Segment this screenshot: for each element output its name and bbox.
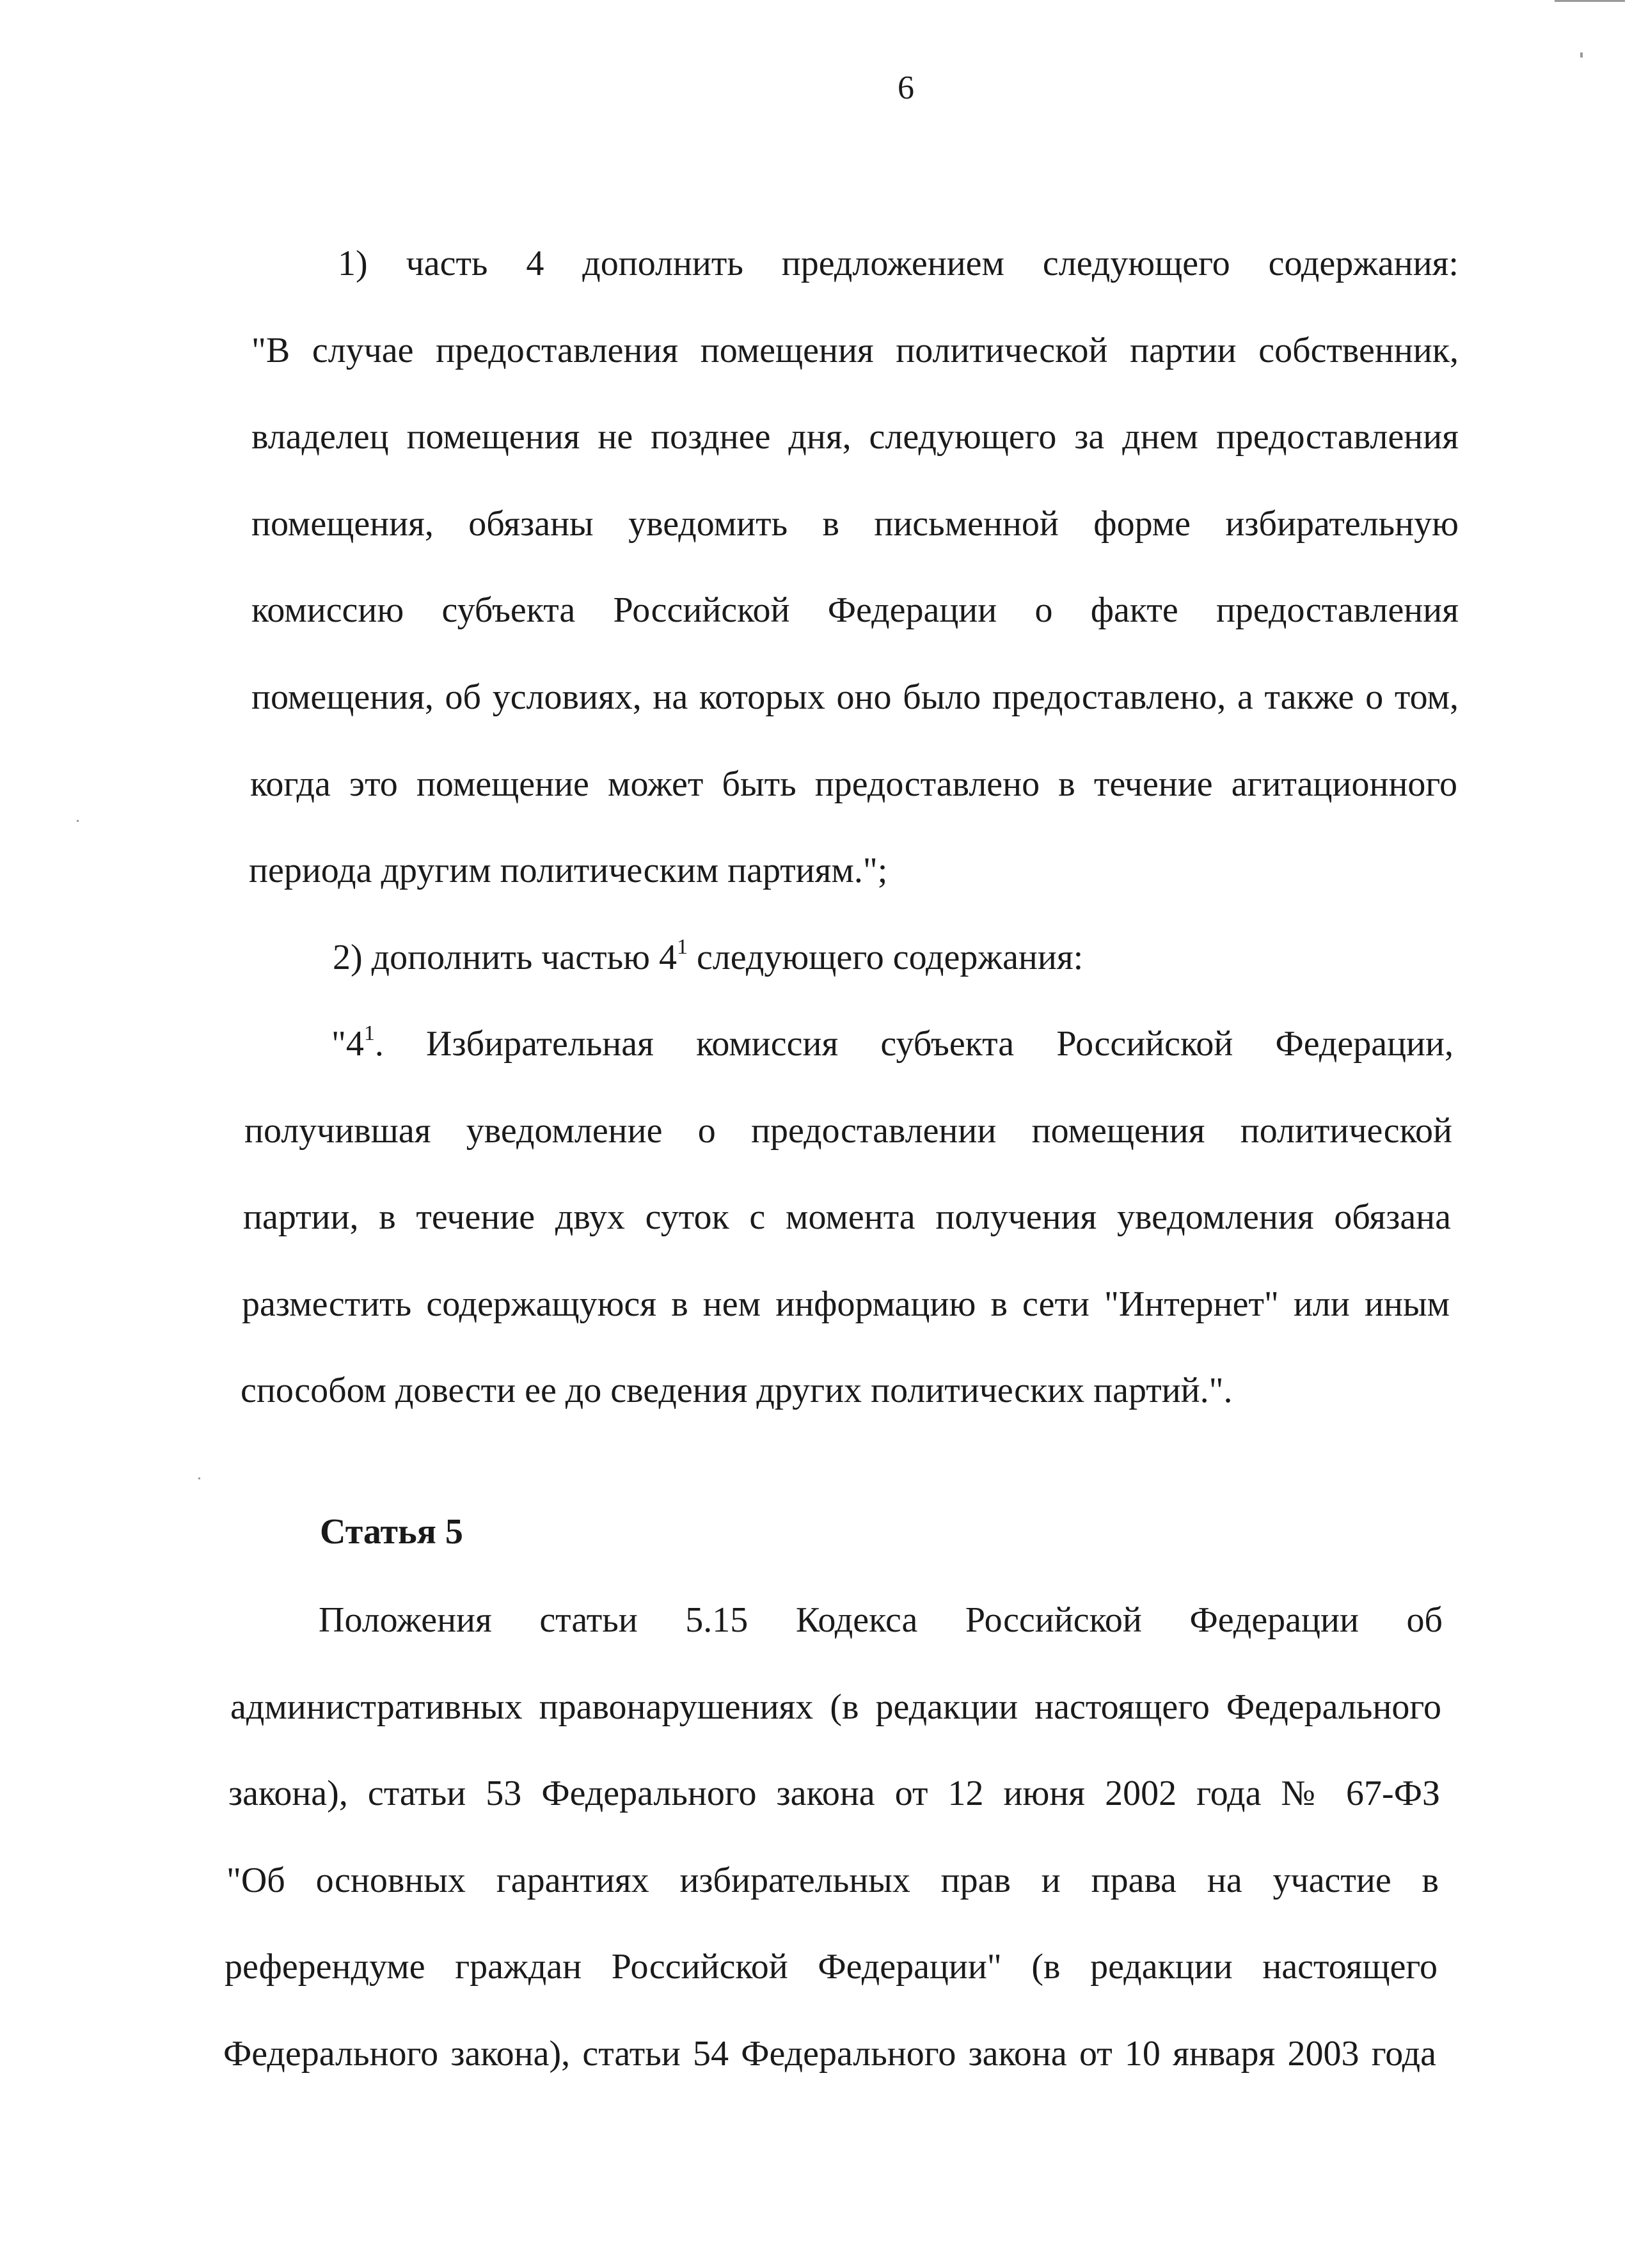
article-line-1: Положения статьи 5.15 Кодекса Российской Федерации об — [319, 1600, 1443, 1640]
paragraph-1-line-4: помещения, обязаны уведомить в письменной форме избирательную — [251, 504, 1459, 544]
paragraph-1-line-1: 1) часть 4 дополнить предложением следующего содержания: — [338, 244, 1459, 283]
paragraph-3-superscript: 1 — [363, 1021, 375, 1046]
paragraph-3-line-4: разместить содержащуюся в нем информацию в сети "Интернет" или иным — [242, 1284, 1450, 1324]
article-line-3: закона), статьи 53 Федерального закона от 12 июня 2002 года № 67-ФЗ — [228, 1774, 1440, 1813]
paragraph-1-line-3: владелец помещения не позднее дня, следующего за днем предоставления — [251, 417, 1459, 457]
paragraph-1-line-2: "В случае предоставления помещения политической партии собственник, — [251, 331, 1459, 370]
paragraph-1-line-7: когда это помещение может быть предоставлено в течение агитационного — [250, 764, 1457, 804]
paragraph-3-line-2: получившая уведомление о предоставлении помещения политической — [244, 1111, 1452, 1151]
paragraph-1-line-8: периода другим политическим партиям."; — [249, 851, 888, 890]
paragraph-2-suffix: следующего содержания: — [688, 938, 1084, 977]
article-line-4: "Об основных гарантиях избирательных прав и права на участие в — [226, 1861, 1439, 1900]
article-heading: Статья 5 — [320, 1512, 463, 1552]
article-line-5: референдуме граждан Российской Федерации" (в редакции настоящего — [225, 1947, 1438, 1987]
scan-speck — [1580, 52, 1583, 58]
scan-speck — [198, 1477, 200, 1479]
article-line-6: Федерального закона), статьи 54 Федерального закона от 10 января 2003 года — [223, 2034, 1436, 2074]
paragraph-1-line-5: комиссию субъекта Российской Федерации о факте предоставления — [251, 590, 1459, 630]
paragraph-3-line-5: способом довести ее до сведения других политических партий.". — [241, 1371, 1233, 1410]
paragraph-1-line-6: помещения, об условиях, на которых оно было предоставлено, а также о том, — [251, 677, 1459, 717]
article-line-2: административных правонарушениях (в редакции настоящего Федерального — [230, 1687, 1441, 1727]
paragraph-2 — [333, 932, 1083, 983]
paragraph-2-superscript: 1 — [677, 935, 688, 959]
scan-speck — [1555, 0, 1625, 2]
paragraph-2-prefix: 2) дополнить частью 4 — [333, 938, 677, 977]
paragraph-3-line-3: партии, в течение двух суток с момента получения уведомления обязана — [243, 1197, 1451, 1237]
page-number: 6 — [898, 70, 914, 106]
paragraph-3-prefix: "4 — [331, 1024, 364, 1064]
scan-speck — [77, 820, 79, 822]
paragraph-3-first-line-text: . Избирательная комиссия субъекта Российской Федерации, — [374, 1024, 1454, 1064]
paragraph-3-line-1 — [331, 1018, 1454, 1069]
